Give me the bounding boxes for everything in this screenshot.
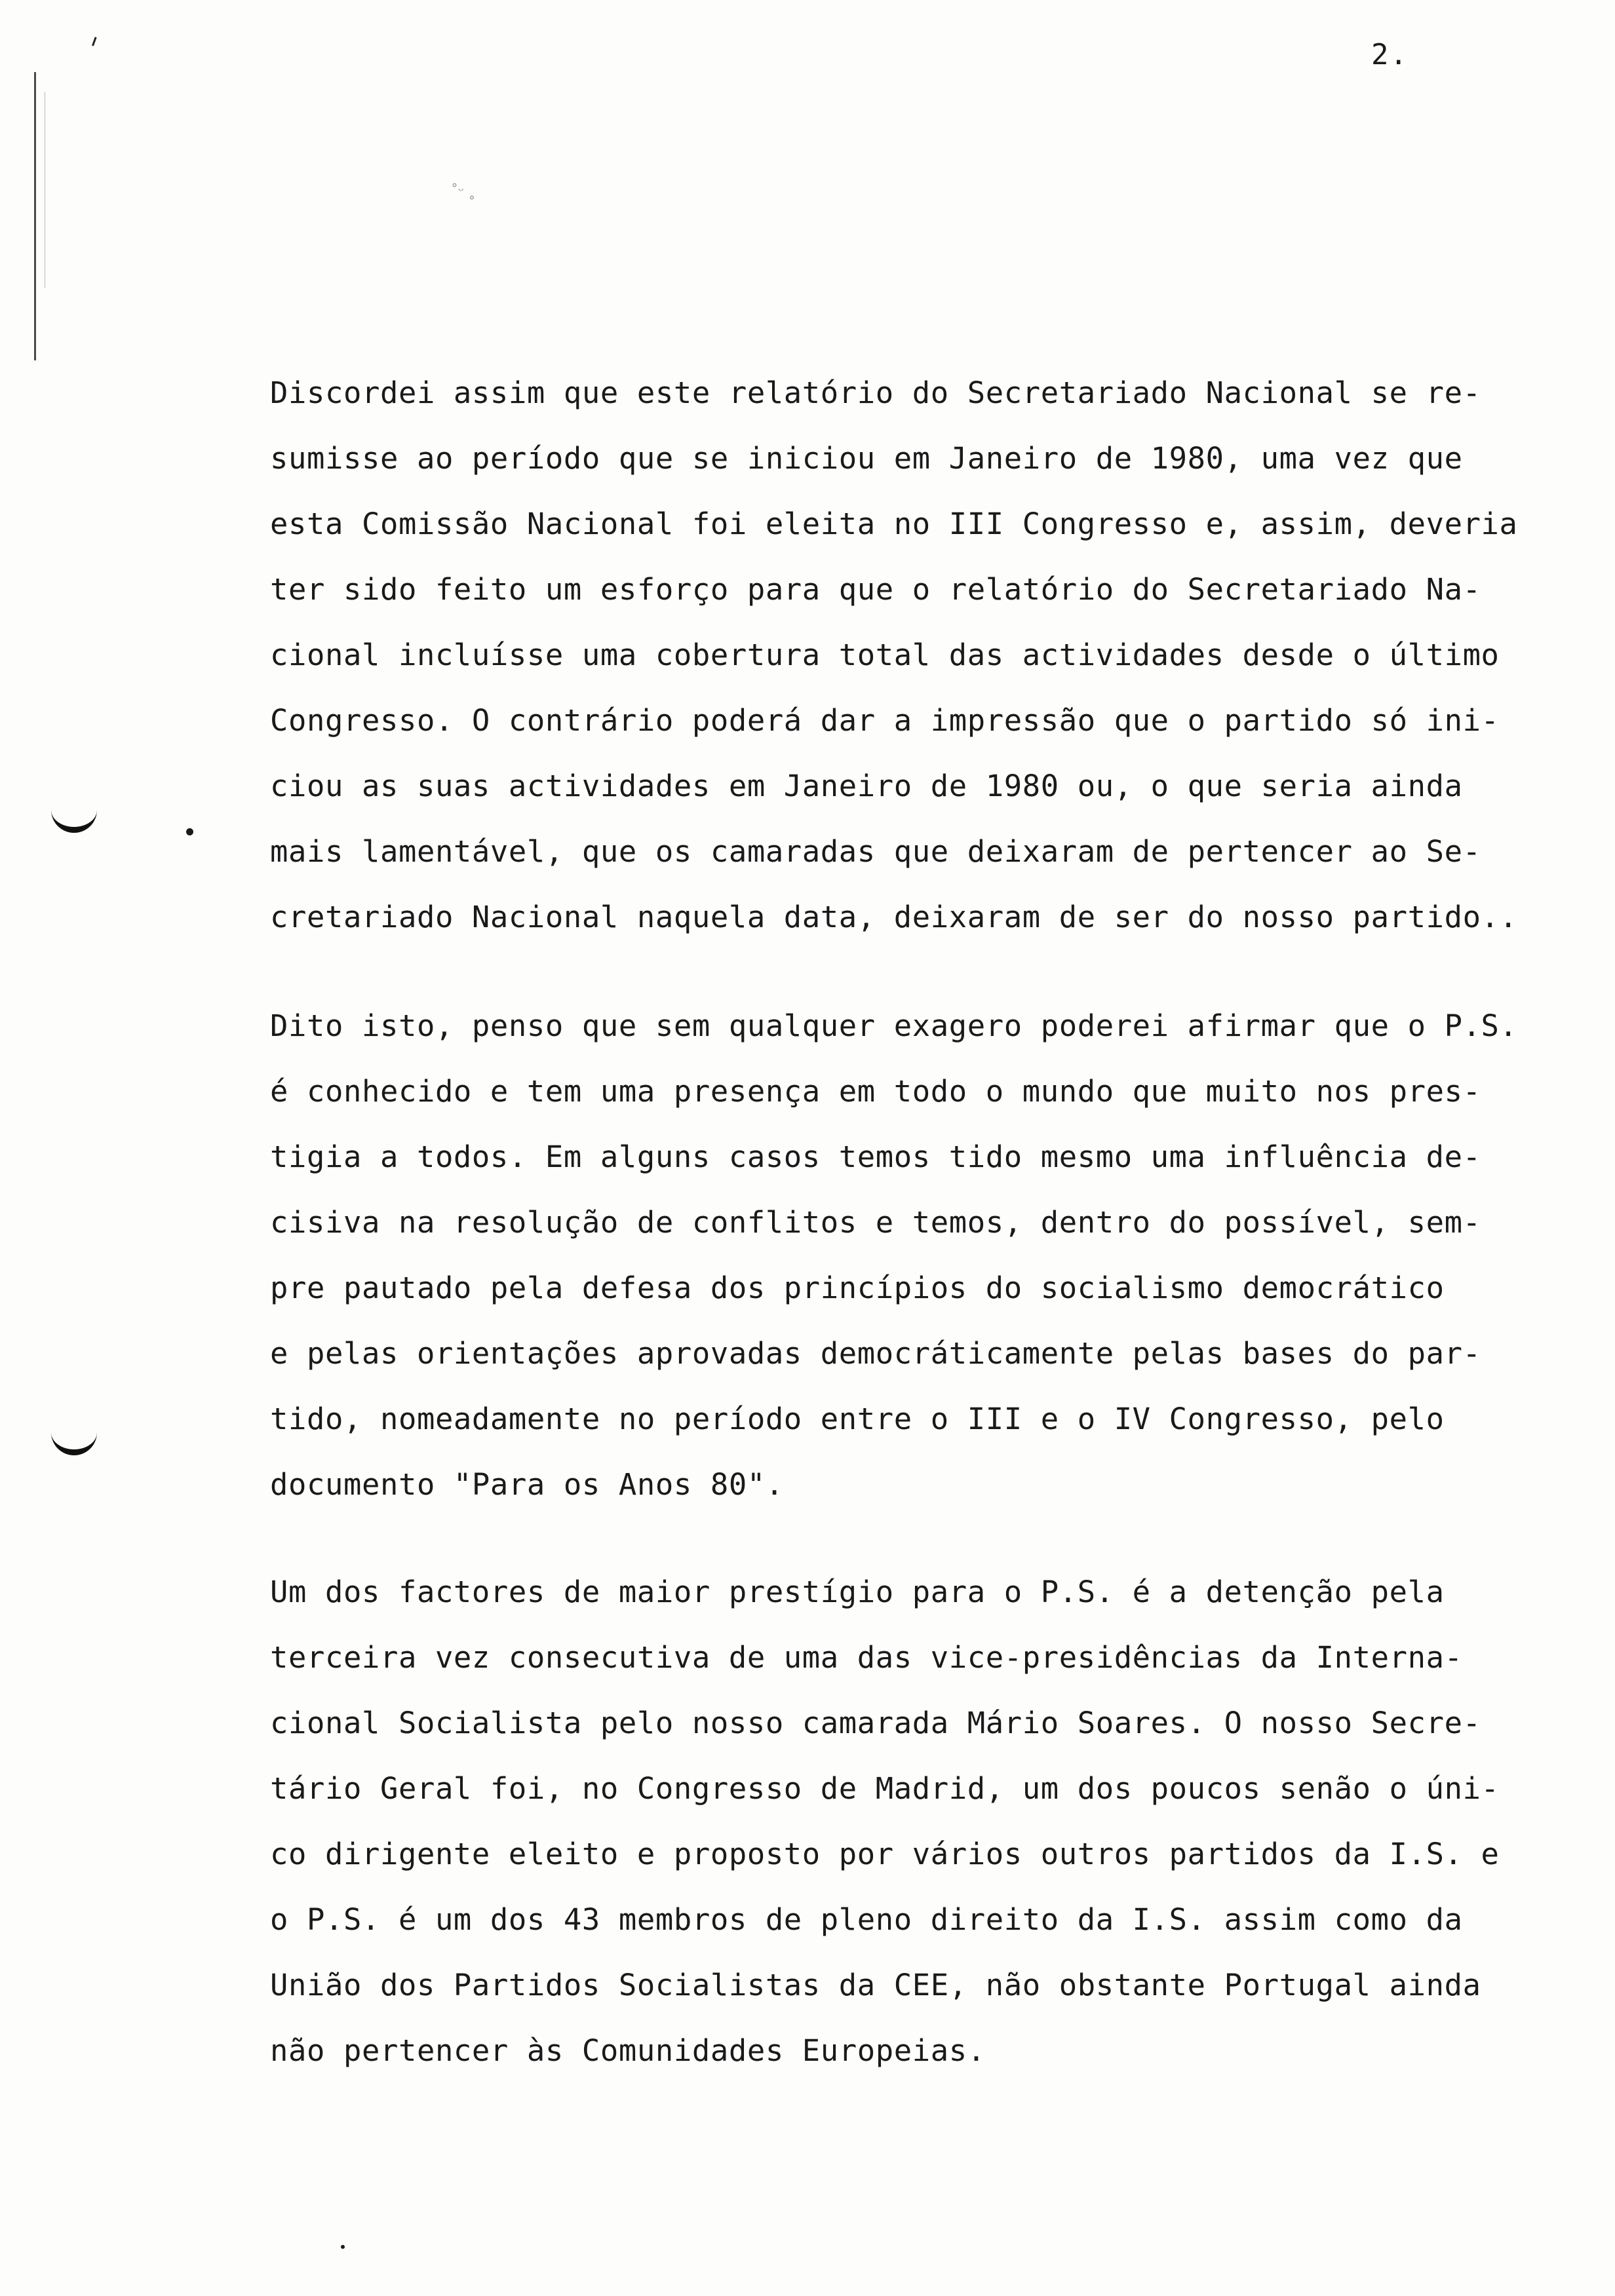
punch-hole-mark: [51, 1427, 97, 1455]
text-line: mais lamentável, que os camaradas que deixaram de pertencer ao Se-: [270, 834, 1481, 869]
text-line: cretariado Nacional naquela data, deixaram de ser do nosso partido..: [270, 900, 1518, 934]
text-line: cisiva na resolução de conflitos e temos, dentro do possível, sem-: [270, 1205, 1481, 1240]
text-line: Congresso. O contrário poderá dar a impressão que o partido só ini-: [270, 703, 1500, 738]
ink-dot: [186, 828, 193, 835]
text-line: co dirigente eleito e proposto por vários outros partidos da I.S. e: [270, 1837, 1500, 1871]
text-line: ter sido feito um esforço para que o relatório do Secretariado Na-: [270, 572, 1481, 607]
text-line: cional Socialista pelo nosso camarada Mário Soares. O nosso Secre-: [270, 1706, 1481, 1740]
text-line: e pelas orientações aprovadas democráticamente pelas bases do par-: [270, 1336, 1481, 1371]
paragraph: [270, 1559, 1607, 2084]
text-line: é conhecido e tem uma presença em todo o mundo que muito nos pres-: [270, 1074, 1481, 1109]
text-line: Um dos factores de maior prestígio para o P.S. é a detenção pela: [270, 1575, 1445, 1609]
text-line: cional incluísse uma cobertura total das actividades desde o último: [270, 638, 1500, 672]
text-line: sumisse ao período que se iniciou em Janeiro de 1980, uma vez que: [270, 441, 1463, 476]
text-line: tário Geral foi, no Congresso de Madrid, um dos poucos senão o úni-: [270, 1771, 1500, 1806]
text-line: pre pautado pela defesa dos princípios do socialismo democrático: [270, 1271, 1445, 1305]
text-line: documento "Para os Anos 80".: [270, 1467, 784, 1502]
text-line: tigia a todos. Em alguns casos temos tido mesmo uma influência de-: [270, 1139, 1481, 1174]
ink-dot: [341, 2245, 345, 2249]
paragraph: [270, 993, 1607, 1518]
text-line: esta Comissão Nacional foi eleita no III Congresso e, assim, deveria: [270, 507, 1518, 541]
text-line: União dos Partidos Socialistas da CEE, não obstante Portugal ainda: [270, 1968, 1481, 2002]
paragraph: [270, 360, 1607, 950]
page-number: 2.: [1371, 38, 1409, 71]
text-line: não pertencer às Comunidades Europeias.: [270, 2033, 986, 2068]
punch-hole-mark: [51, 805, 97, 833]
text-line: Discordei assim que este relatório do Secretariado Nacional se re-: [270, 375, 1481, 410]
ink-smudge: ˚ᵕ ˳: [451, 183, 476, 200]
text-line: Dito isto, penso que sem qualquer exagero poderei afirmar que o P.S.: [270, 1008, 1518, 1043]
text-line: o P.S. é um dos 43 membros de pleno direito da I.S. assim como da: [270, 1902, 1463, 1937]
text-line: terceira vez consecutiva de uma das vice-presidências da Interna-: [270, 1640, 1463, 1675]
text-line: tido, nomeadamente no período entre o III e o IV Congresso, pelo: [270, 1402, 1445, 1436]
margin-rule: [34, 72, 36, 360]
text-line: ciou as suas actividades em Janeiro de 1980 ou, o que seria ainda: [270, 769, 1463, 803]
corner-mark: [92, 37, 103, 48]
